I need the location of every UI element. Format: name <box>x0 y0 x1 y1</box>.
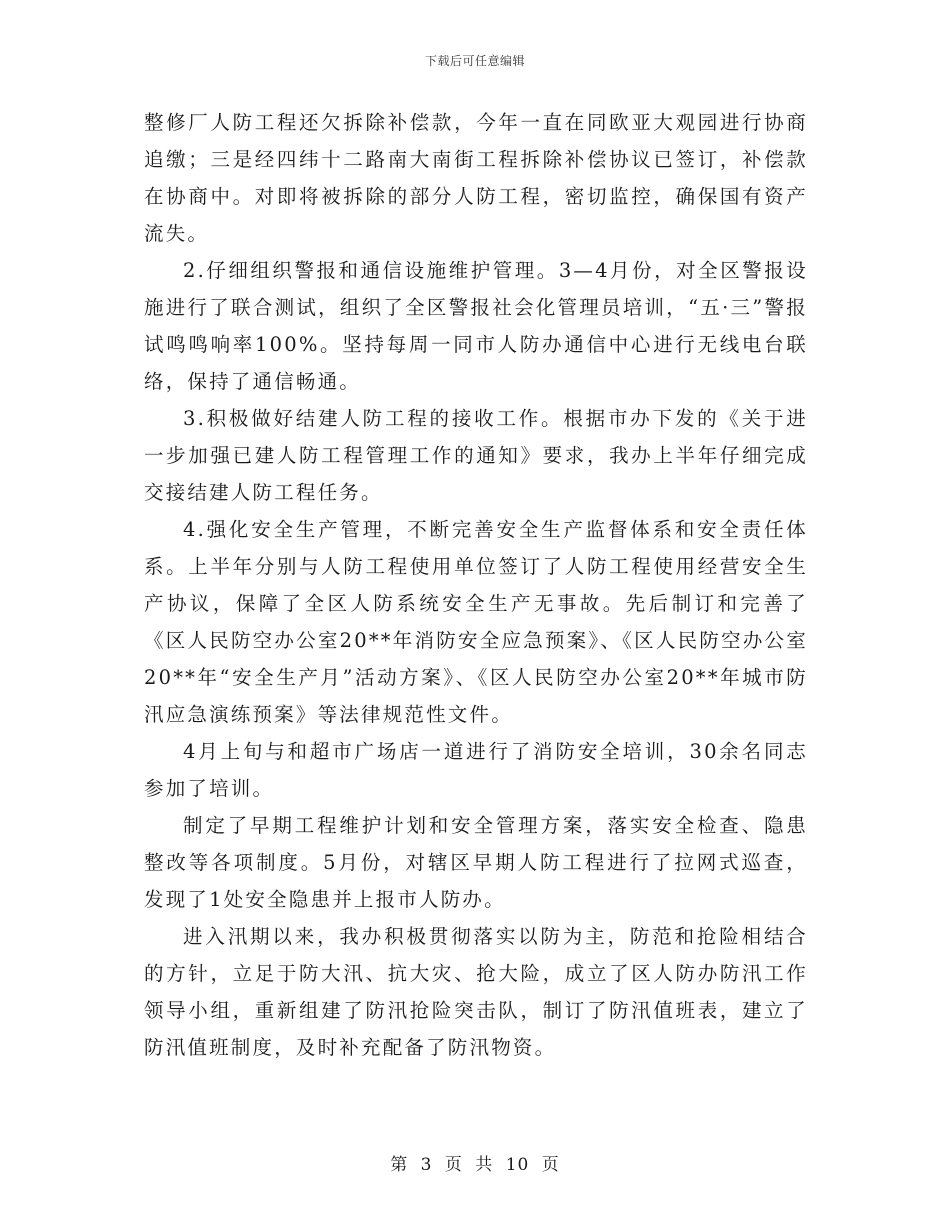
page-header: 下载后可任意编辑 <box>424 54 525 68</box>
paragraph-4: 4.强化安全生产管理，不断完善安全生产监督体系和安全责任体系。上半年分别与人防工程使用单位签订了人防工程使用经营安全生产协议，保障了全区人防系统安全生产无事故。先后制订和完善了《区人民防空办公室20**年消防安全应急预案》、《区人民防空办公室20**年“安全生产月”活动方案》、《区人民防空办公室20**年城市防汛应急演练预案》等法律规范性文件。 <box>144 518 808 726</box>
document-body <box>144 104 808 1066</box>
paragraph-5: 4月上旬与和超市广场店一道进行了消防安全培训，30余名同志参加了培训。 <box>144 740 808 800</box>
page-number: 第 3 页 共 10 页 <box>390 1155 560 1175</box>
paragraph-7: 进入汛期以来，我办积极贯彻落实以防为主，防范和抢险相结合的方针，立足于防大汛、抗大灾、抢大险，成立了区人防办防汛工作领导小组，重新组建了防汛抢险突击队，制订了防汛值班表，建立了防汛值班制度，及时补充配备了防汛物资。 <box>144 925 808 1059</box>
paragraph-6: 制定了早期工程维护计划和安全管理方案，落实安全检查、隐患整改等各项制度。5月份，对辖区早期人防工程进行了拉网式巡查，发现了1处安全隐患并上报市人防办。 <box>144 814 808 911</box>
paragraph-1: 整修厂人防工程还欠拆除补偿款，今年一直在同欧亚大观园进行协商追缴；三是经四纬十二路南大南街工程拆除补偿协议已签订，补偿款在协商中。对即将被拆除的部分人防工程，密切监控，确保国有资产流失。 <box>144 111 808 245</box>
paragraph-2: 2.仔细组织警报和通信设施维护管理。3—4月份，对全区警报设施进行了联合测试，组织了全区警报社会化管理员培训，“五·三”警报试鸣鸣响率100%。坚持每周一同市人防办通信中心进行无线电台联络，保持了通信畅通。 <box>144 259 808 393</box>
paragraph-3: 3.积极做好结建人防工程的接收工作。根据市办下发的《关于进一步加强已建人防工程管理工作的通知》要求，我办上半年仔细完成交接结建人防工程任务。 <box>144 407 808 504</box>
